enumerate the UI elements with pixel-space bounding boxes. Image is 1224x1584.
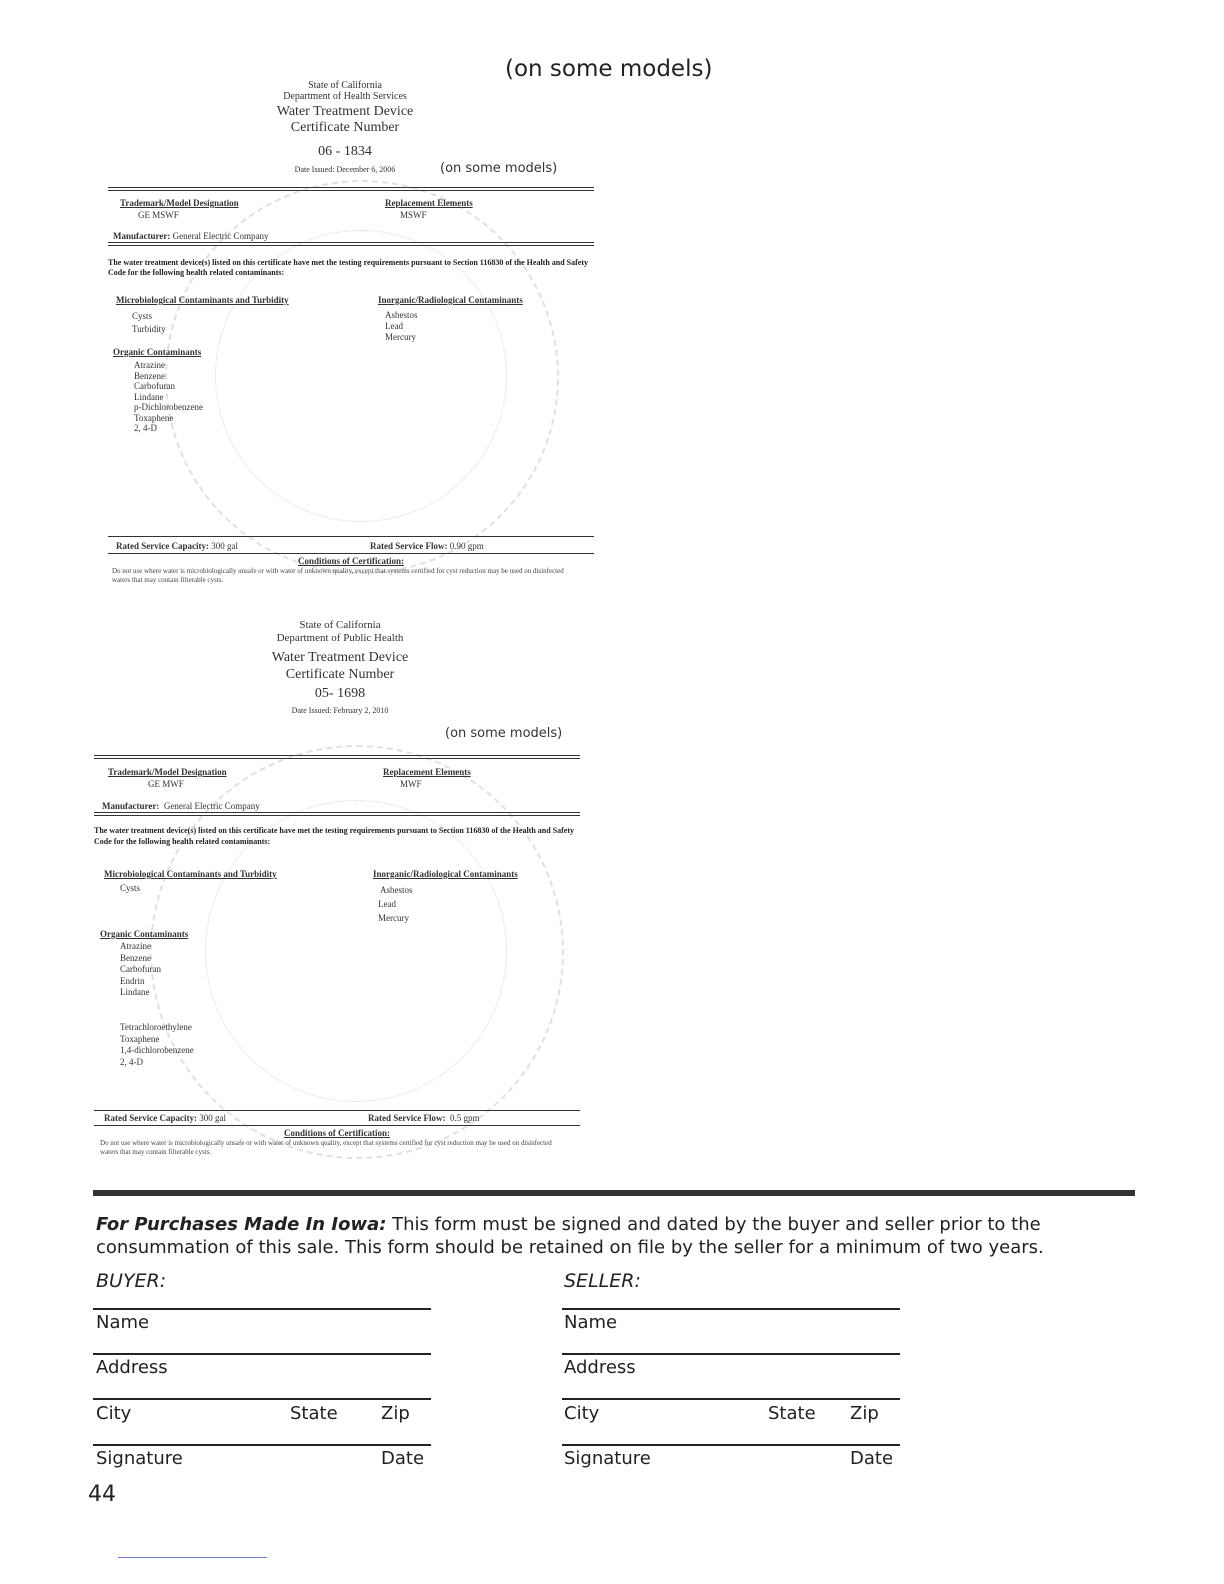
cert2-conditions-label: Conditions of Certification: (284, 1128, 390, 1138)
cert2-subtitle: Certificate Number (285, 667, 395, 682)
cert2-replacement-value: MWF (400, 779, 422, 789)
cert1-rule-capacity-top (108, 536, 594, 537)
cert1-date: Date Issued: December 6, 2006 (294, 165, 396, 174)
list-item: Cysts (120, 883, 141, 893)
footer-link-underline (118, 1557, 267, 1558)
page-number: 44 (88, 1482, 116, 1507)
seller-address-label: Address (564, 1357, 636, 1378)
list-item: Toxaphene (120, 1033, 160, 1044)
list-item: Cysts (132, 311, 153, 321)
cert1-conditions-label: Conditions of Certification: (298, 556, 404, 566)
buyer-zip-label: Zip (381, 1403, 410, 1424)
list-item: Lindane (134, 391, 164, 402)
seller-zip-label: Zip (850, 1403, 879, 1424)
seller-signature-line[interactable] (562, 1444, 900, 1446)
cert1-capacity-value: 300 gal (211, 541, 238, 551)
cert2-inorg-list (378, 883, 413, 925)
cert2-trademark-value: GE MWF (148, 779, 184, 789)
cert2-capacity-label: Rated Service Capacity: (104, 1113, 197, 1123)
list-item: Turbidity (132, 324, 166, 334)
cert1-subtitle: Certificate Number (290, 120, 400, 135)
cert1-manufacturer-label: Manufacturer: (113, 231, 171, 241)
list-item: Atrazine (120, 941, 151, 951)
buyer-signature-line[interactable] (93, 1444, 431, 1446)
list-item: Asbestos (380, 885, 413, 895)
cert1-manufacturer-value: General Electric Company (172, 231, 269, 241)
cert1-state: State of California (308, 80, 382, 91)
buyer-address-line[interactable] (93, 1353, 431, 1355)
cert1-rule-mid (108, 242, 594, 246)
cert1-rule-capacity-bottom (108, 553, 594, 554)
cert2-dept: Department of Public Health (276, 632, 404, 644)
seller-signature-label: Signature (564, 1448, 651, 1469)
seller-address-line[interactable] (562, 1353, 900, 1355)
list-item: Carbofuran (120, 964, 161, 975)
buyer-name-line[interactable] (93, 1308, 431, 1310)
cert2-rule-capacity-top (94, 1110, 580, 1111)
cert1-number: 06 - 1834 (318, 144, 372, 159)
list-item: Carbofuran (134, 381, 175, 391)
on-some-models-header: (on some models) (505, 56, 713, 82)
cert2-flow (368, 1113, 480, 1123)
buyer-city-line[interactable] (93, 1398, 431, 1400)
cert2-rule-capacity-bottom (94, 1125, 580, 1126)
cert1-manufacturer (113, 231, 269, 241)
cert1-organic-list (134, 360, 203, 434)
cert1-flow-value: 0.90 gpm (449, 541, 484, 551)
list-item: 2, 4-D (120, 1056, 143, 1067)
list-item: Endrin (120, 975, 145, 986)
seller-state-label: State (768, 1403, 816, 1424)
cert1-dept: Department of Health Services (283, 91, 407, 102)
cert2-on-some-models: (on some models) (445, 726, 563, 741)
cert1-on-some-models: (on some models) (440, 161, 558, 176)
buyer-state-label: State (290, 1403, 338, 1424)
buyer-heading: BUYER: (96, 1270, 167, 1292)
iowa-heading: For Purchases Made In Iowa: (96, 1214, 387, 1235)
buyer-signature-label: Signature (96, 1448, 183, 1469)
cert1-statement: The water treatment device(s) listed on this certificate have met the testing requirements pursuant to Section 116830 of the Health and Safety Code for the following health related contaminants: (108, 258, 589, 277)
cert2-state: State of California (299, 619, 381, 631)
cert1-title: Water Treatment Device (276, 104, 414, 119)
cert1-trademark-value: GE MSWF (138, 210, 179, 220)
seller-city-line[interactable] (562, 1398, 900, 1400)
list-item: Mercury (378, 913, 409, 923)
list-item: Atrazine (134, 360, 165, 370)
list-item: 1,4-dichlorobenzene (120, 1045, 194, 1056)
cert2-rule-top (94, 755, 580, 759)
list-item: p-Dichlorobenzene (134, 402, 203, 412)
seller-city-label: City (564, 1403, 600, 1424)
cert2-flow-value: 0.5 gpm (449, 1113, 480, 1123)
iowa-text: This form must be signed and dated by the buyer and seller prior to the consummation of this sale. This form should be retained on file by the seller for a minimum of two years. (96, 1214, 1044, 1258)
cert2-date: Date Issued: February 2, 2010 (291, 706, 389, 715)
cert2-organic-list (120, 941, 194, 1068)
cert2-flow-label: Rated Service Flow: (368, 1113, 446, 1123)
buyer-city-label: City (96, 1403, 132, 1424)
cert1-micro-label: Microbiological Contaminants and Turbidity (116, 295, 289, 305)
cert1-conditions-text: Do not use where water is microbiologically unsafe or with water of unknown quality, except that systems certified for cyst reduction may be used on disinfected waters that may contain filterable cysts. (112, 567, 564, 584)
cert1-capacity-label: Rated Service Capacity: (116, 541, 209, 551)
cert2-capacity (104, 1113, 226, 1123)
cert1-capacity (116, 541, 238, 551)
list-item: Lead (378, 899, 396, 909)
seller-name-label: Name (564, 1312, 618, 1333)
list-item: Mercury (385, 332, 416, 342)
cert1-replacement-label: Replacement Elements (385, 198, 473, 208)
cert2-title: Water Treatment Device (271, 650, 409, 665)
list-item: Lindane (120, 987, 150, 998)
seller-heading: SELLER: (564, 1270, 641, 1292)
list-item: Benzene (120, 952, 151, 963)
cert2-manufacturer (102, 801, 260, 811)
cert1-organic-label: Organic Contaminants (113, 347, 202, 357)
cert1-inorg-list (385, 310, 418, 343)
cert1-flow (370, 541, 484, 551)
list-item: 2, 4-D (134, 423, 157, 433)
cert1-inorg-label: Inorganic/Radiological Contaminants (378, 295, 523, 305)
cert2-conditions-text: Do not use where water is microbiologically unsafe or with water of unknown quality, except that systems certified for cyst reduction may be used on disinfected waters that may contain filterable cysts. (100, 1139, 552, 1156)
seller-name-line[interactable] (562, 1308, 900, 1310)
cert2-number: 05- 1698 (314, 686, 366, 701)
cert2-statement: The water treatment device(s) listed on this certificate have met the testing requirements pursuant to Section 116830 of the Health and Safety Code for the following health related contaminants: (94, 826, 575, 846)
cert2-capacity-value: 300 gal (199, 1113, 226, 1123)
cert2-rule-mid (94, 812, 580, 816)
cert2-manufacturer-value: General Electric Company (163, 801, 260, 811)
cert2-replacement-label: Replacement Elements (383, 767, 471, 777)
list-item: Benzene (134, 370, 165, 381)
list-item: Lead (385, 321, 403, 331)
buyer-name-label: Name (96, 1312, 150, 1333)
cert2-organic-label: Organic Contaminants (100, 929, 189, 939)
cert2-inorg-label: Inorganic/Radiological Contaminants (373, 869, 518, 879)
cert2-trademark-label: Trademark/Model Designation (108, 767, 227, 777)
cert1-flow-label: Rated Service Flow: (370, 541, 448, 551)
list-item: Asbestos (385, 310, 418, 320)
buyer-address-label: Address (96, 1357, 168, 1378)
cert2-manufacturer-label: Manufacturer: (102, 801, 160, 811)
cert1-trademark-label: Trademark/Model Designation (120, 198, 239, 208)
buyer-date-label: Date (381, 1448, 425, 1469)
cert2-micro-list (120, 883, 140, 894)
cert1-replacement-value: MSWF (400, 210, 427, 220)
list-item: Tetrachloroethylene (120, 1021, 192, 1032)
section-divider (93, 1190, 1135, 1196)
iowa-notice (96, 1213, 1126, 1259)
list-item (120, 999, 194, 1022)
cert1-rule-top (108, 187, 594, 191)
list-item: Toxaphene (134, 412, 174, 423)
cert2-micro-label: Microbiological Contaminants and Turbidity (104, 869, 277, 879)
seller-date-label: Date (850, 1448, 894, 1469)
cert1-micro-list (132, 310, 166, 336)
